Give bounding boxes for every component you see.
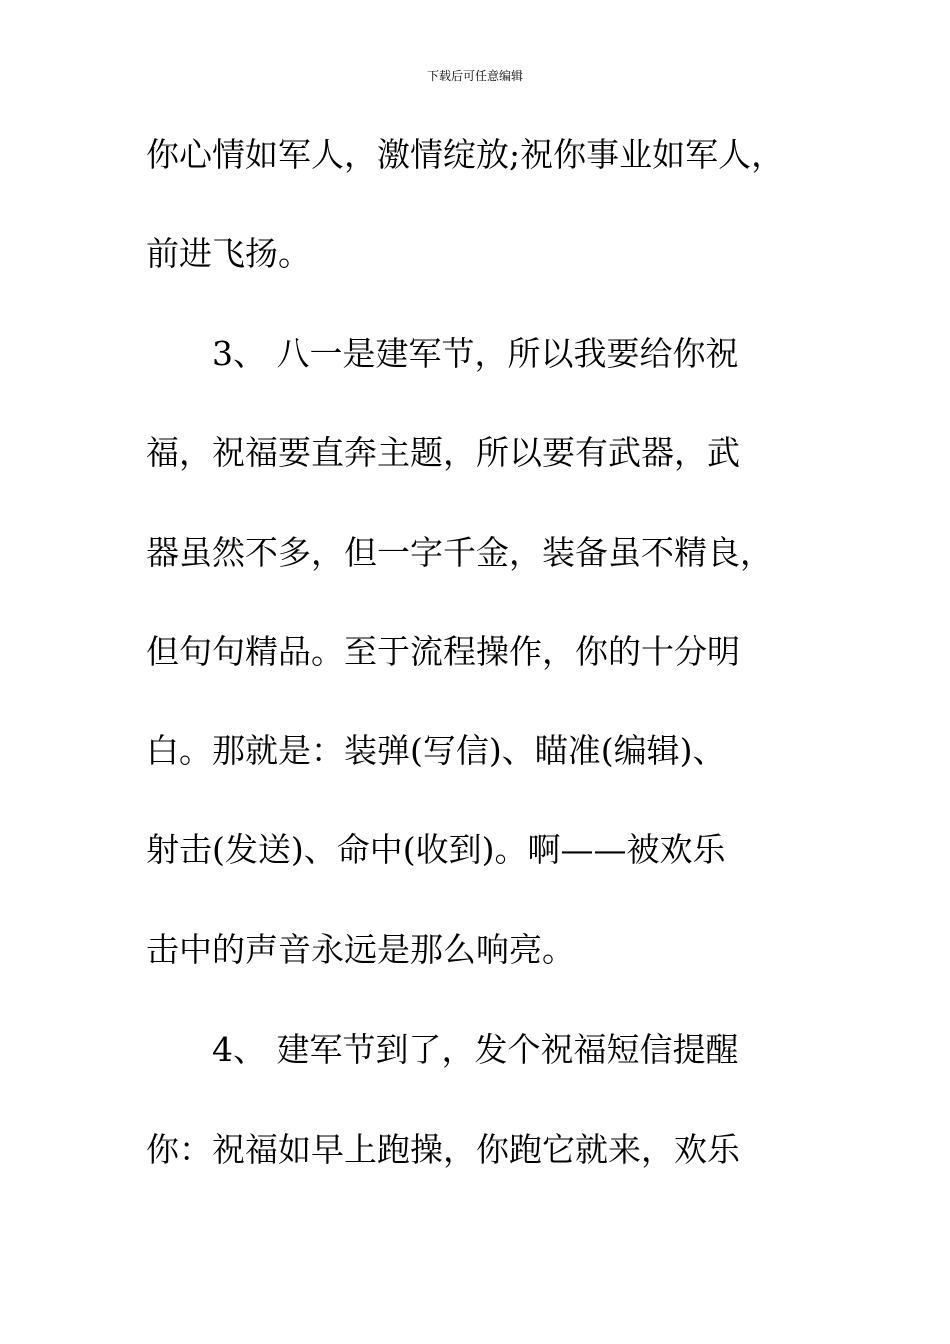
text-line: 前进飞扬。 [146, 234, 311, 273]
page-header: 下载后可任意编辑 [426, 69, 523, 83]
text-line: 击中的声音永远是那么响亮。 [146, 930, 575, 969]
text-line: 福，祝福要直奔主题，所以要有武器，武 [146, 433, 740, 472]
text-line: 你：祝福如早上跑操，你跑它就来，欢乐 [146, 1130, 740, 1169]
text-line: 器虽然不多，但一字千金，装备虽不精良， [146, 533, 773, 572]
text-line: 3、 八一是建军节，所以我要给你祝 [212, 334, 739, 373]
text-line: 白。那就是：装弹(写信)、瞄准(编辑)、 [146, 731, 726, 770]
text-line: 射击(发送)、命中(收到)。啊——被欢乐 [146, 830, 726, 869]
text-line: 你心情如军人，激情绽放;祝你事业如军人， [146, 135, 785, 174]
text-line: 4、 建军节到了，发个祝福短信提醒 [212, 1030, 739, 1069]
text-line: 但句句精品。至于流程操作，你的十分明 [146, 632, 740, 671]
